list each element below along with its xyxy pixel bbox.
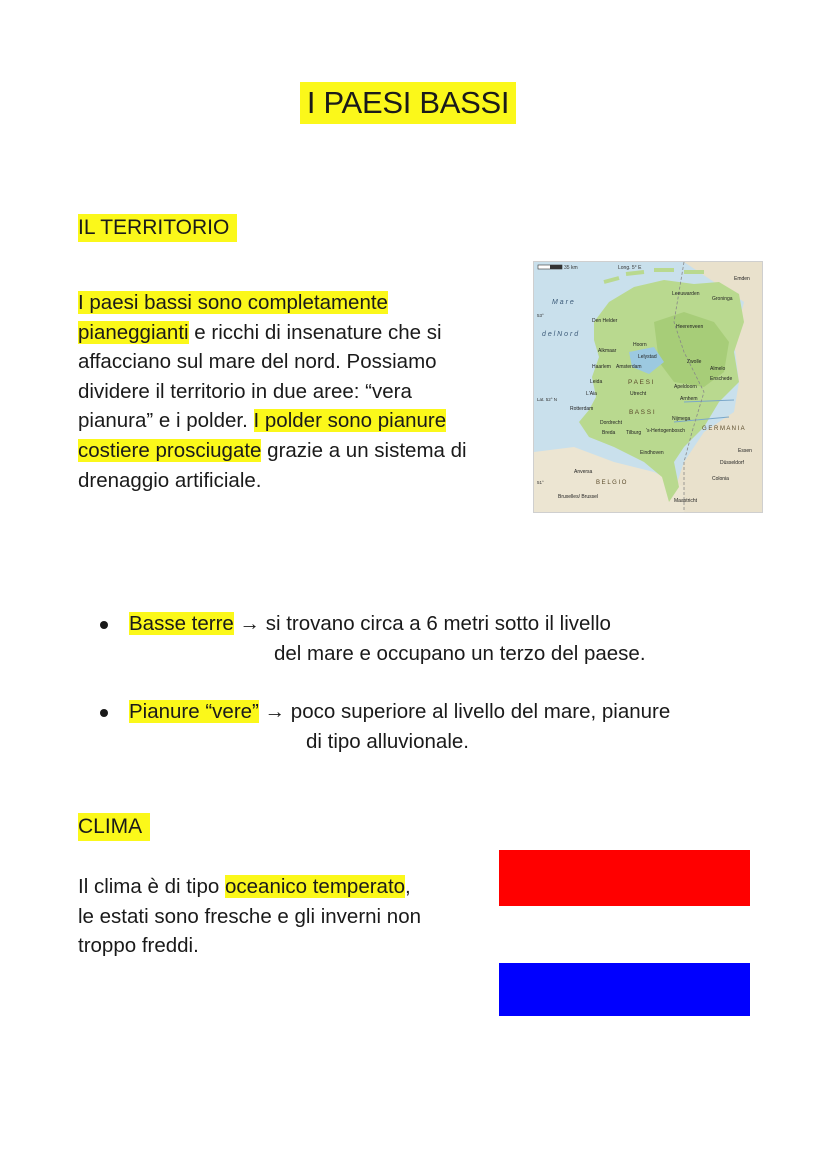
- climate-paragraph: [78, 872, 478, 961]
- map-city: Utrecht: [630, 391, 647, 397]
- map-city: Groninga: [712, 296, 733, 302]
- map-city: 's-Hertogenbosch: [646, 428, 686, 434]
- highlight-costiere: costiere prosciugate: [78, 438, 262, 462]
- map-city: Colonia: [712, 476, 729, 482]
- text-line: dividere il territorio in due aree: “vera: [78, 379, 412, 403]
- text-line: affacciano sul mare del nord. Possiamo: [78, 350, 437, 374]
- map-city: Nijmega: [672, 416, 691, 422]
- bullet-first-line: [129, 697, 670, 727]
- map-city: Bruxelles/ Brussel: [558, 494, 599, 500]
- flag-blue-stripe: [499, 963, 750, 1016]
- map-label: d e l N o r d: [542, 331, 579, 338]
- bullet-dot: [100, 709, 108, 717]
- map-city: Lelystad: [638, 354, 657, 360]
- bullet-text: si trovano circa a 6 metri sotto il livello: [265, 612, 611, 635]
- map-city: Maastricht: [674, 498, 698, 504]
- map-label: G E R M A N I A: [702, 426, 745, 432]
- climate-heading: CLIMA: [78, 813, 150, 841]
- map-latitude: 51°: [537, 480, 544, 485]
- bullet-item: [100, 609, 780, 669]
- text-line: pianura” e i polder.: [78, 409, 254, 433]
- bullet-continuation: del mare e occupano un terzo del paese.: [274, 642, 646, 665]
- bullet-term: Pianure “vere”: [129, 700, 259, 723]
- map-label: M a r e: [552, 299, 574, 306]
- map-longitude: Long. 5° E: [618, 265, 642, 271]
- arrow: →: [233, 612, 266, 635]
- map-city: Emden: [734, 276, 750, 282]
- text-line: troppo freddi.: [78, 934, 199, 958]
- map-scale: 35 km: [564, 265, 578, 271]
- bullet-text: poco superiore al livello del mare, pianure: [290, 700, 671, 723]
- highlight-pianeggianti: pianeggianti: [78, 320, 189, 344]
- map-city: Heerenveen: [676, 324, 704, 330]
- text-line: I paesi bassi sono completamente: [78, 291, 388, 314]
- highlight-oceanico: oceanico temperato: [224, 875, 406, 898]
- arrow: →: [258, 700, 291, 723]
- map-city: Amsterdam: [616, 364, 642, 370]
- map-city: Haarlem: [592, 364, 611, 370]
- map-city: Dordrecht: [600, 420, 622, 426]
- map-city: Apeldoorn: [674, 384, 697, 390]
- map-city: Zwolle: [687, 359, 702, 365]
- map-city: Breda: [602, 430, 616, 436]
- bullet-continuation: di tipo alluvionale.: [306, 730, 469, 753]
- bullet-first-line: [129, 609, 611, 639]
- map-city: Eindhoven: [640, 450, 664, 456]
- text-line: drenaggio artificiale.: [78, 468, 262, 492]
- text-line: ,: [405, 875, 411, 898]
- netherlands-map: [533, 261, 763, 513]
- map-city: Anversa: [574, 469, 593, 475]
- page-title: I PAESI BASSI: [300, 82, 516, 124]
- map-label: B A S S I: [629, 409, 655, 416]
- bullet-term: Basse terre: [129, 612, 234, 635]
- highlight-polder: I polder sono pianure: [253, 409, 447, 433]
- territory-paragraph: [78, 288, 518, 495]
- flag-white-stripe: [499, 906, 750, 963]
- map-label: P A E S I: [628, 379, 654, 386]
- map-city: Essen: [738, 448, 752, 454]
- map-city: Leeuwarden: [672, 291, 700, 297]
- map-city: Arnhem: [680, 396, 698, 402]
- map-city: Enschede: [710, 376, 733, 382]
- map-city: Rotterdam: [570, 406, 594, 412]
- map-city: Den Helder: [592, 318, 618, 324]
- text-line: le estati sono fresche e gli inverni non: [78, 904, 422, 928]
- map-city: Almelo: [710, 366, 726, 372]
- map-city: Tilburg: [626, 430, 642, 436]
- territory-heading: IL TERRITORIO: [78, 214, 237, 242]
- map-city: Hoorn: [633, 342, 647, 348]
- map-city: Düsseldorf: [720, 460, 744, 466]
- text-line: e ricchi di insenature che si: [188, 320, 442, 344]
- text-line: grazie a un sistema di: [261, 438, 467, 462]
- map-label: B E L G I O: [596, 480, 627, 486]
- bullet-dot: [100, 621, 108, 629]
- map-city: L'Aia: [586, 391, 597, 397]
- map-latitude: Lat. 52° N: [537, 397, 558, 402]
- bullet-item: [100, 697, 780, 757]
- text-line: Il clima è di tipo: [78, 875, 225, 898]
- map-city: Leida: [590, 379, 603, 385]
- flag-red-stripe: [499, 850, 750, 906]
- map-latitude: 53°: [537, 313, 544, 318]
- map-city: Alkmaar: [598, 348, 617, 354]
